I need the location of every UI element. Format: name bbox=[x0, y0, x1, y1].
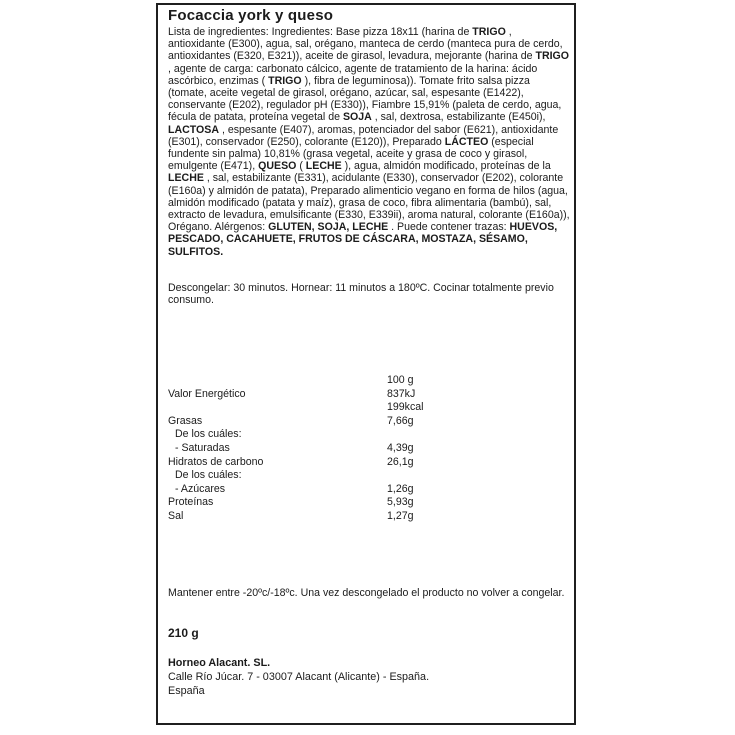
nutrition-row bbox=[168, 496, 570, 510]
nutrition-row bbox=[168, 415, 570, 429]
nutrition-row-label bbox=[168, 374, 387, 388]
nutrition-row-value: 100 g bbox=[387, 374, 414, 386]
ingredients-text: Lista de ingredientes: Ingredientes: Base pizza 18x11 (harina de TRIGO , antioxidante (E300), agua, sal, orégano, manteca de cerdo (manteca pura de cerdo, antioxidantes (E320, E321)), aceite de girasol, levadura, mejorante (harina de TRIGO , agente de carga: carbonato cálcico, agente de tratamiento de la harina: ácido ascórbico, enzimas ( TRIGO ), fibra de leguminosa)). Tomate frito salsa pizza (tomate, aceite vegetal de girasol, orégano, azúcar, sal, espesante (E1422), conservante (E202), regulador pH (E330)), Fiambre 15,91% (paleta de cerdo, agua, fécula de patata, proteína vegetal de SOJA , sal, dextrosa, estabilizante (E450i), LACTOSA , espesante (E407), aromas, potenciador del sabor (E621), antioxidante (E301), conservador (E250), colorante (E120)), Preparado LÁCTEO (especial fundente sin palma) 10,81% (grasa vegetal, aceite y grasa de coco y girasol, emulgente (E471), QUESO ( LECHE ), agua, almidón modificado, proteínas de la LECHE , sal, estabilizante (E331), acidulante (E330), conservador (E202), colorante (E160a) y almidón de patata), Preparado alimenticio vegano en forma de hilos (agua, almidón modificado (patata y maíz), grasa de coco, fibra alimentaria (bambú), sal, extracto de levadura, emulsificante (E330, E339ii), aroma natural, colorante (E160a)), Orégano. Alérgenos: GLUTEN, SOJA, LECHE . Puede contener trazas: HUEVOS, PESCADO, CACAHUETE, FRUTOS DE CÁSCARA, MOSTAZA, SÉSAMO, SULFITOS. bbox=[168, 26, 570, 258]
nutrition-table bbox=[168, 374, 570, 524]
nutrition-row-value: 7,66g bbox=[387, 414, 414, 427]
nutrition-row bbox=[168, 388, 570, 402]
nutrition-row-value: 26,1g bbox=[387, 455, 414, 468]
nutrition-row-value: 1,26g bbox=[387, 482, 414, 495]
manufacturer-info bbox=[168, 657, 570, 698]
manufacturer-address: Calle Río Júcar. 7 - 03007 Alacant (Alicante) - España. bbox=[168, 670, 430, 683]
nutrition-row bbox=[168, 483, 570, 497]
nutrition-row bbox=[168, 469, 570, 483]
nutrition-row bbox=[168, 401, 570, 415]
nutrition-row bbox=[168, 510, 570, 524]
nutrition-row-value: 5,93g bbox=[387, 496, 414, 509]
nutrition-row bbox=[168, 428, 570, 442]
nutrition-row-label: De los cuáles: bbox=[175, 428, 242, 441]
nutrition-row-value: 837kJ bbox=[387, 387, 416, 400]
nutrition-row-label bbox=[168, 401, 387, 415]
manufacturer-country: España bbox=[168, 684, 205, 697]
nutrition-row-value bbox=[387, 428, 570, 442]
cooking-instructions: Descongelar: 30 minutos. Hornear: 11 minutos a 180ºC. Cocinar totalmente previo consumo. bbox=[168, 282, 554, 307]
nutrition-row-label: Hidratos de carbono bbox=[168, 455, 264, 468]
storage-instructions: Mantener entre -20ºc/-18ºc. Una vez descongelado el producto no volver a congelar. bbox=[168, 587, 565, 599]
product-label bbox=[156, 3, 576, 725]
nutrition-row-label: Valor Energético bbox=[168, 387, 246, 400]
nutrition-row-label: Sal bbox=[168, 509, 184, 522]
nutrition-row-label: Proteínas bbox=[168, 496, 214, 509]
nutrition-row bbox=[168, 374, 570, 388]
nutrition-row bbox=[168, 456, 570, 470]
nutrition-row-value: 199kcal bbox=[387, 401, 424, 414]
manufacturer-name: Horneo Alacant. SL. bbox=[168, 657, 271, 669]
nutrition-row bbox=[168, 442, 570, 456]
nutrition-row-label: De los cuáles: bbox=[175, 469, 242, 482]
product-title: Focaccia york y queso bbox=[168, 7, 334, 24]
nutrition-row-value: 4,39g bbox=[387, 441, 414, 454]
nutrition-row-value bbox=[387, 469, 570, 483]
nutrition-row-label: - Azúcares bbox=[175, 482, 226, 495]
nutrition-row-label: - Saturadas bbox=[175, 441, 230, 454]
nutrition-row-label: Grasas bbox=[168, 414, 203, 427]
net-weight: 210 g bbox=[168, 626, 199, 640]
nutrition-row-value: 1,27g bbox=[387, 509, 414, 522]
